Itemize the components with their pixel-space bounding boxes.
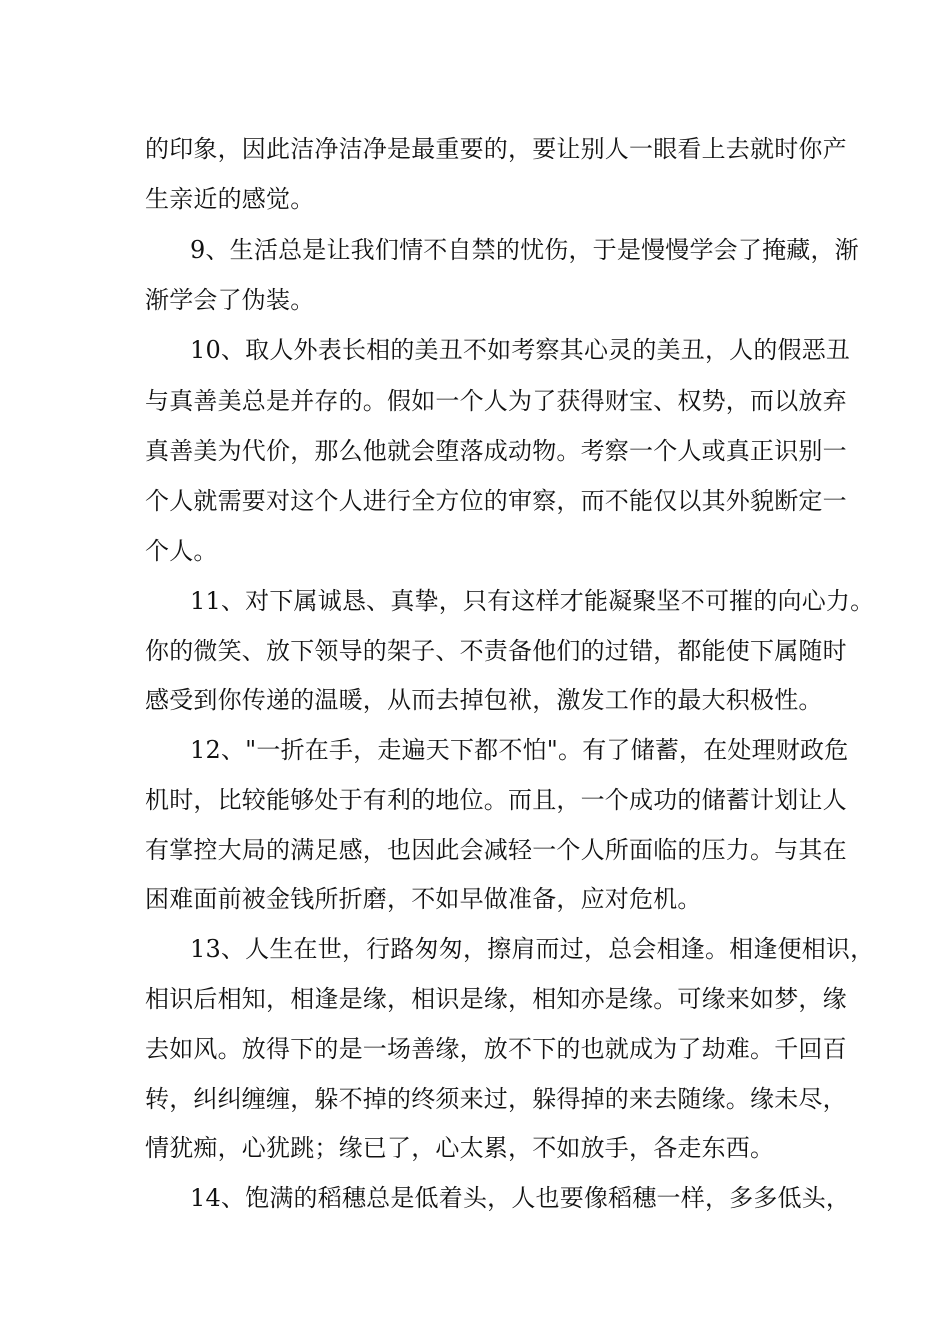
text-line: 困难面前被金钱所折磨，不如早做准备，应对危机。 (145, 885, 702, 913)
text-line: 个人就需要对这个人进行全方位的审察，而不能仅以其外貌断定一 (145, 487, 847, 515)
paragraph-first-line: 12、"一折在手，走遍天下都不怕"。有了储蓄，在处理财政危 (190, 736, 849, 764)
paragraph-first-line: 10、取人外表长相的美丑不如考察其心灵的美丑，人的假恶丑 (190, 336, 851, 364)
text-line: 感受到你传递的温暖，从而去掉包袱，激发工作的最大积极性。 (145, 686, 823, 714)
text-line: 生亲近的感觉。 (145, 185, 315, 213)
text-line: 与真善美总是并存的。假如一个人为了获得财宝、权势，而以放弃 (145, 387, 847, 415)
text-line: 的印象，因此洁净洁净是最重要的，要让别人一眼看上去就时你产 (145, 135, 847, 163)
text-line: 机时，比较能够处于有利的地位。而且，一个成功的储蓄计划让人 (145, 786, 847, 814)
text-line: 个人。 (145, 537, 218, 565)
paragraph-first-line: 11、对下属诚恳、真挚，只有这样才能凝聚坚不可摧的向心力。 (190, 587, 875, 615)
paragraph-first-line: 9、生活总是让我们情不自禁的忧伤，于是慢慢学会了掩藏，渐 (190, 236, 859, 264)
text-line: 渐学会了伪装。 (145, 286, 315, 314)
text-line: 去如风。放得下的是一场善缘，放不下的也就成为了劫难。千回百 (145, 1035, 847, 1063)
text-line: 相识后相知，相逢是缘，相识是缘，相知亦是缘。可缘来如梦，缘 (145, 985, 847, 1013)
paragraph-first-line: 14、饱满的稻穗总是低着头，人也要像稻穗一样，多多低头， (190, 1184, 851, 1212)
text-line: 你的微笑、放下领导的架子、不责备他们的过错，都能使下属随时 (145, 637, 847, 665)
text-line: 转，纠纠缠缠，躲不掉的终须来过，躲得掉的来去随缘。缘未尽， (145, 1085, 847, 1113)
text-line: 真善美为代价，那么他就会堕落成动物。考察一个人或真正识别一 (145, 437, 847, 465)
paragraph-first-line: 13、人生在世，行路匆匆，擦肩而过，总会相逢。相逢便相识， (190, 935, 875, 963)
text-line: 情犹痴，心犹跳；缘已了，心太累，不如放手，各走东西。 (145, 1134, 775, 1162)
text-line: 有掌控大局的满足感，也因此会减轻一个人所面临的压力。与其在 (145, 836, 847, 864)
